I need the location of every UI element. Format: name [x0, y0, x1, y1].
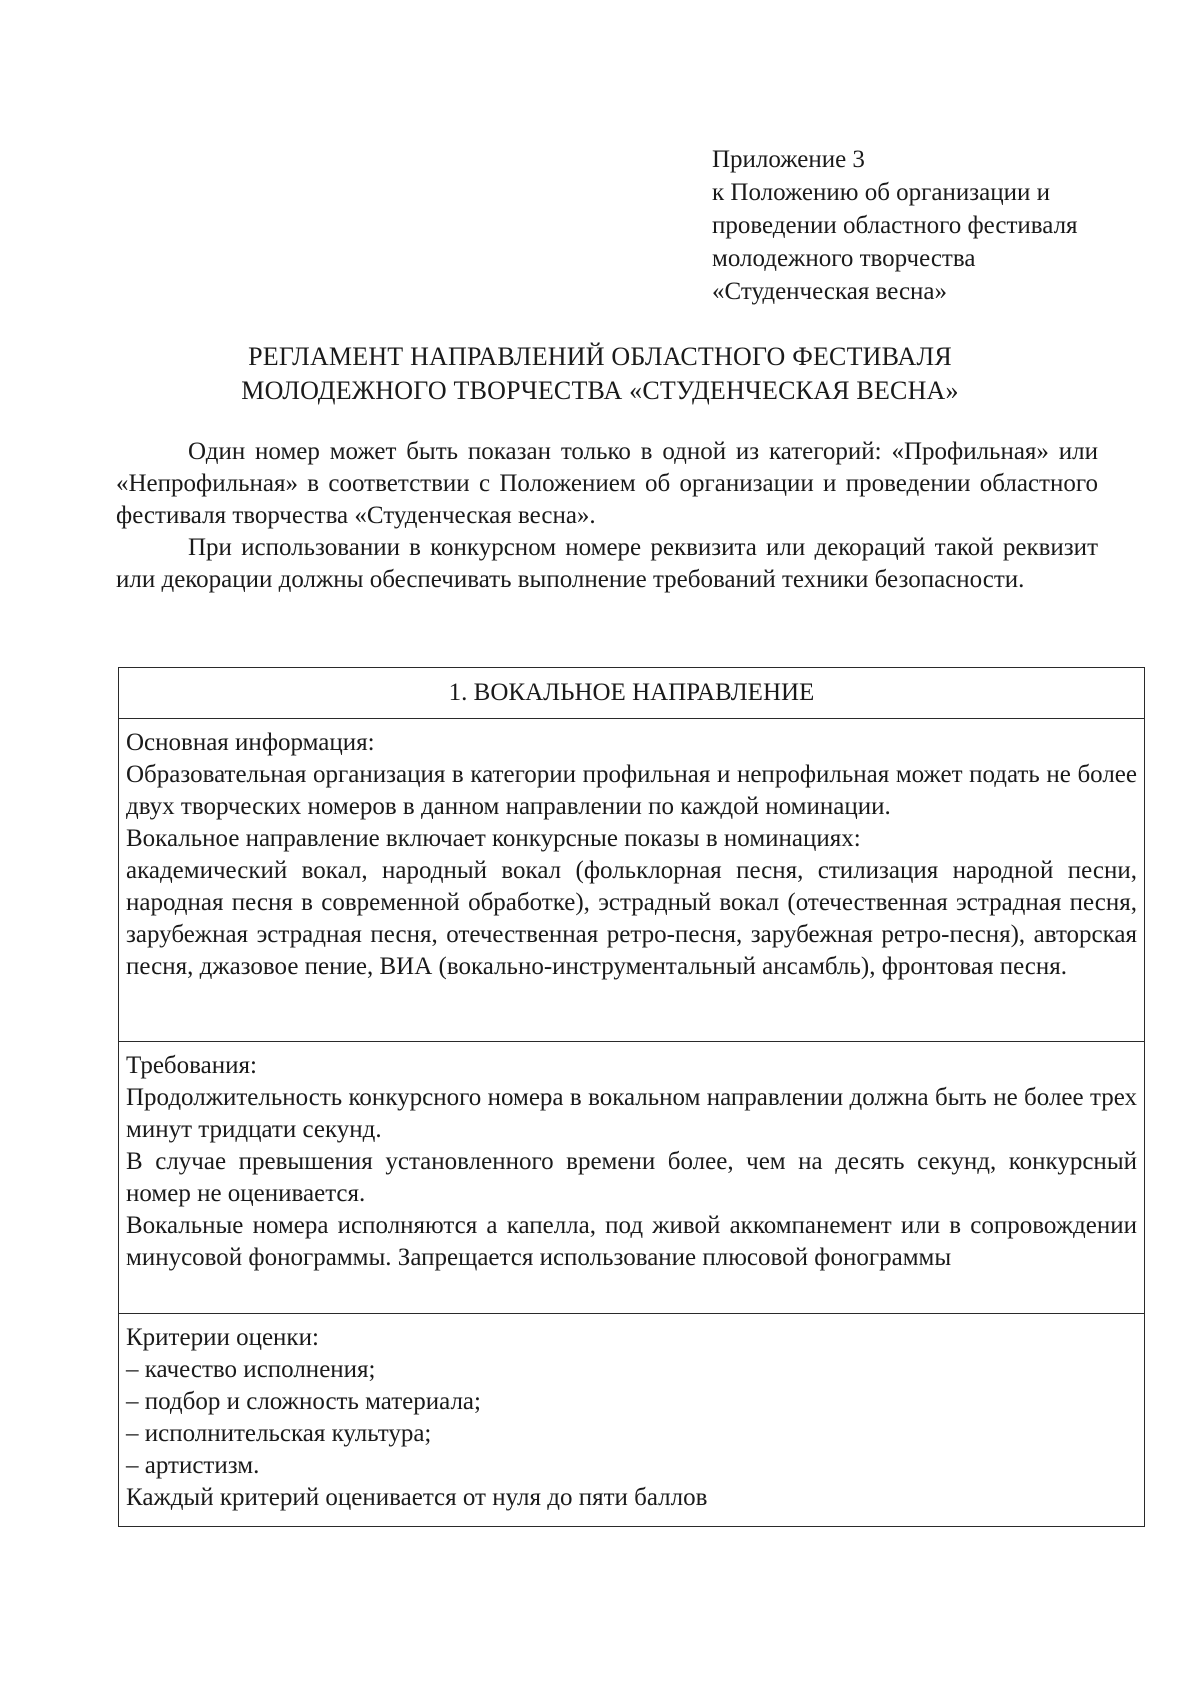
document-title: [0, 340, 1200, 408]
requirements-paragraph-2: В случае превышения установленного времени более, чем на десять секунд, конкурсный номер не оценивается.: [126, 1148, 1137, 1207]
main-info-section: [119, 719, 1144, 1042]
intro-paragraph-2: При использовании в конкурсном номере реквизита или декораций такой реквизит или декорации должны обеспечивать выполнение требований техники безопасности.: [116, 534, 1098, 593]
requirements-paragraph-1: Продолжительность конкурсного номера в вокальном направлении должна быть не более трех минут тридцати секунд.: [126, 1084, 1137, 1143]
intro-text: [116, 436, 1098, 596]
criteria-item: – качество исполнения;: [126, 1356, 376, 1383]
annex-line: молодежного творчества: [712, 245, 976, 272]
annex-line: к Положению об организации и: [712, 179, 1051, 206]
criteria-item: – артистизм.: [126, 1452, 260, 1479]
annex-line: Приложение 3: [712, 146, 865, 173]
intro-paragraph-1: Один номер может быть показан только в одной из категорий: «Профильная» или «Непрофильная» в соответствии с Положением об организации и проведении областного фестиваля творчества «Студенческая весна».: [116, 438, 1098, 529]
main-info-label: Основная информация:: [126, 729, 375, 756]
title-line-1: РЕГЛАМЕНТ НАПРАВЛЕНИЙ ОБЛАСТНОГО ФЕСТИВАЛЯ: [248, 342, 952, 371]
main-info-paragraph-3: академический вокал, народный вокал (фольклорная песня, стилизация народной песни, народная песня в современной обработке), эстрадный вокал (отечественная эстрадная песня, зарубежная эстрадная песня, отечественная ретро-песня, зарубежная ретро-песня), авторская песня, джазовое пение, ВИА (вокально-инструментальный ансамбль), фронтовая песня.: [126, 857, 1137, 980]
requirements-paragraph-3: Вокальные номера исполняются а капелла, под живой аккомпанемент или в сопровождении минусовой фонограммы. Запрещается использование плюсовой фонограммы: [126, 1212, 1137, 1271]
criteria-section: [119, 1314, 1144, 1526]
criteria-footer: Каждый критерий оценивается от нуля до пяти баллов: [126, 1484, 708, 1511]
main-info-paragraph-2: Вокальное направление включает конкурсные показы в номинациях:: [126, 825, 861, 852]
requirements-section: [119, 1042, 1144, 1314]
vocal-direction-table: [118, 667, 1145, 1527]
requirements-label: Требования:: [126, 1052, 257, 1079]
main-info-paragraph-1: Образовательная организация в категории профильная и непрофильная может подать не более двух творческих номеров в данном направлении по каждой номинации.: [126, 761, 1137, 820]
criteria-label: Критерии оценки:: [126, 1324, 319, 1351]
title-line-2: МОЛОДЕЖНОГО ТВОРЧЕСТВА «СТУДЕНЧЕСКАЯ ВЕСНА»: [241, 376, 959, 405]
criteria-item: – подбор и сложность материала;: [126, 1388, 481, 1415]
annex-line: «Студенческая весна»: [712, 278, 948, 305]
annex-reference: [712, 143, 1078, 308]
table-heading: 1. ВОКАЛЬНОЕ НАПРАВЛЕНИЕ: [119, 668, 1144, 719]
criteria-item: – исполнительская культура;: [126, 1420, 432, 1447]
annex-line: проведении областного фестиваля: [712, 212, 1078, 239]
